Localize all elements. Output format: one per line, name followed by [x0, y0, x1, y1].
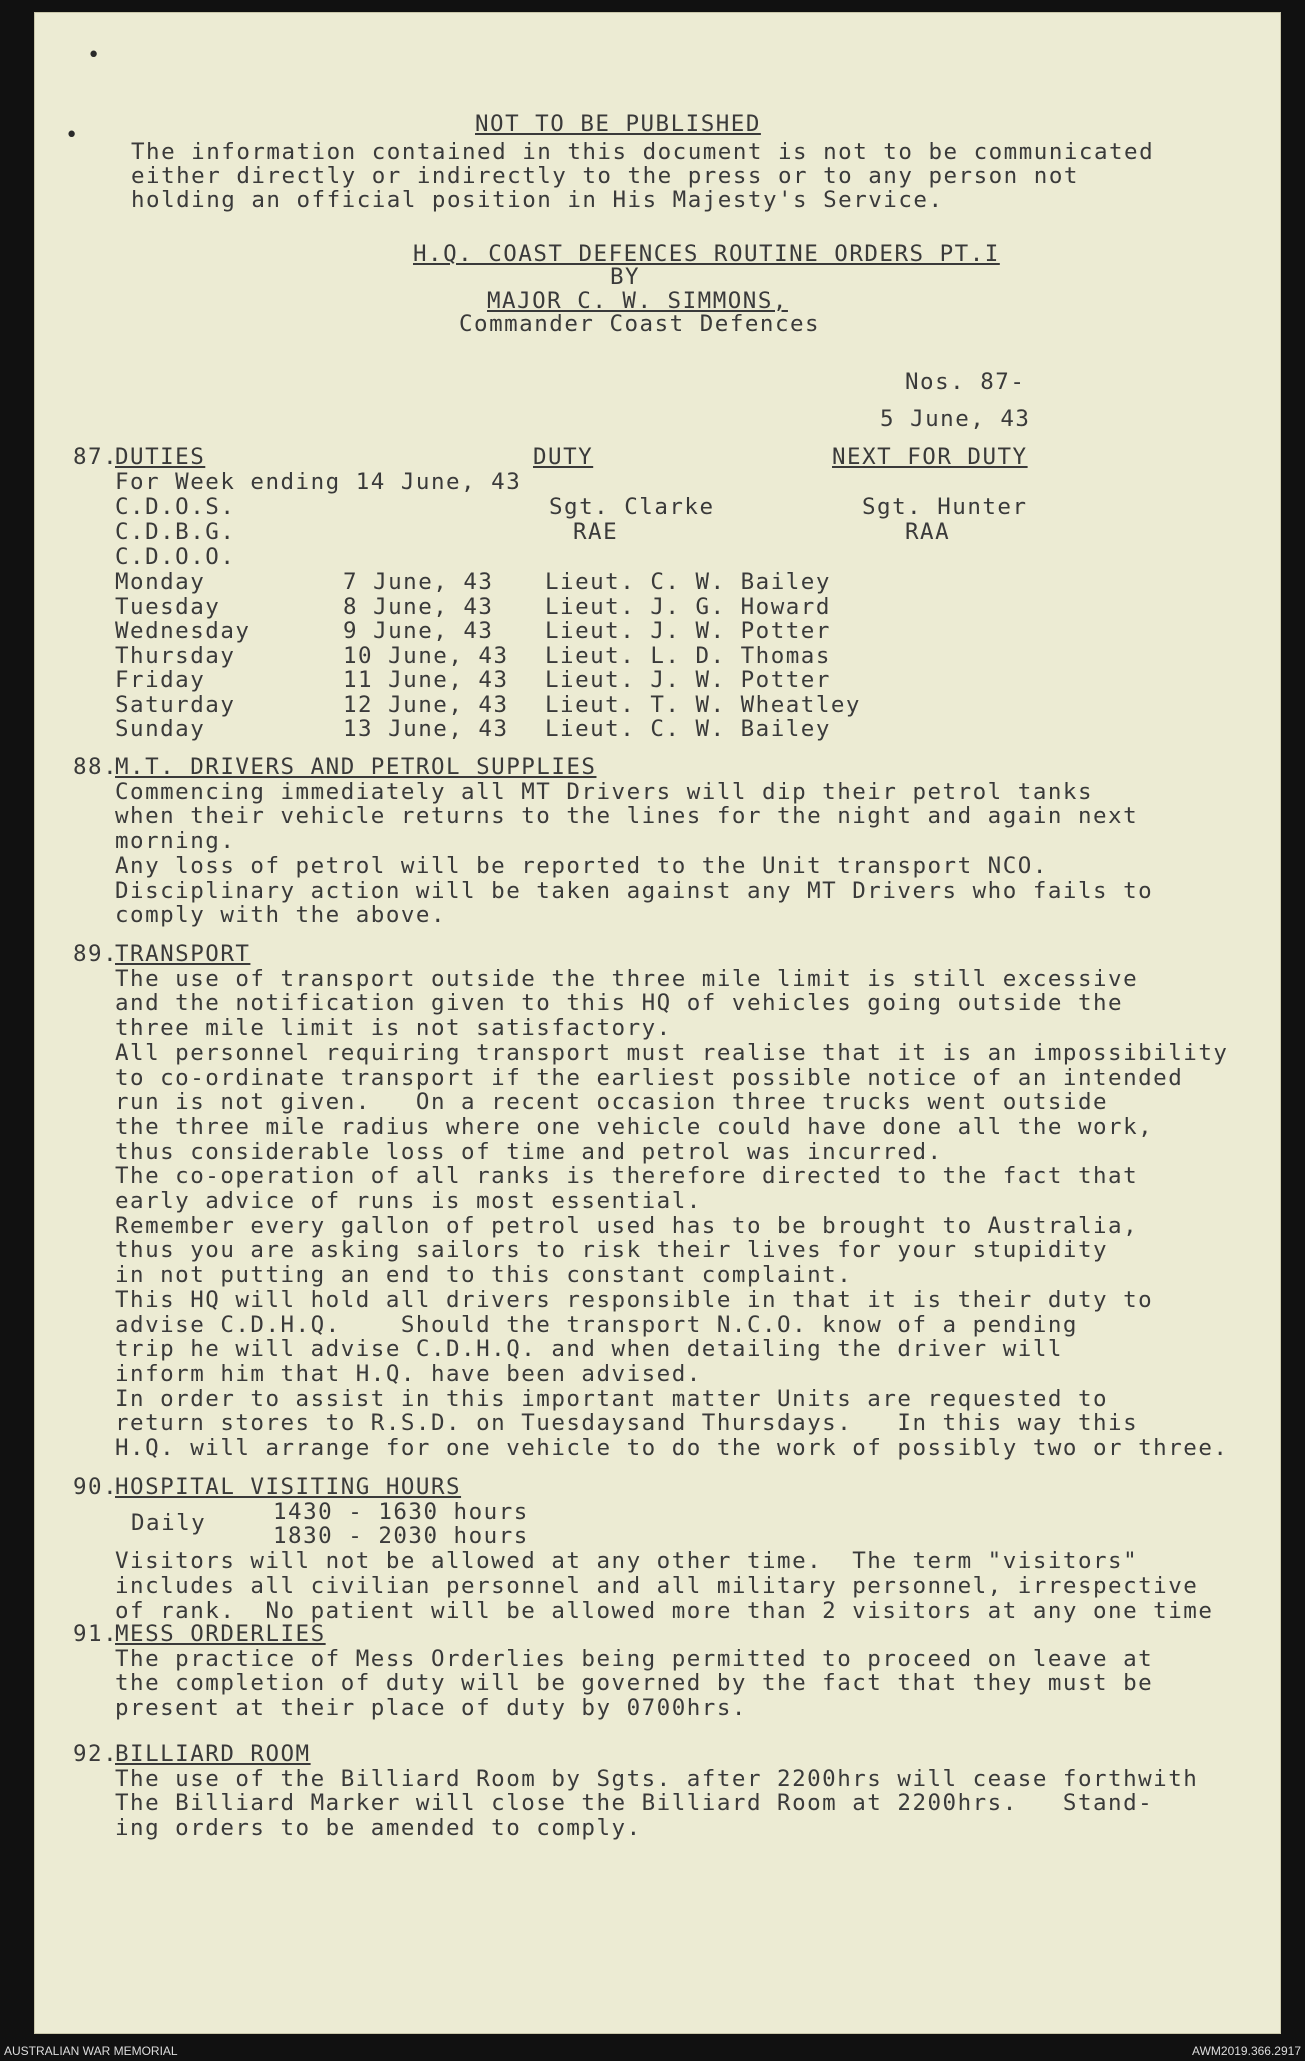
week-ending: For Week ending 14 June, 43 — [115, 469, 522, 495]
duty-person: Sgt. Clarke — [549, 494, 715, 520]
author-title: Commander Coast Defences — [459, 311, 821, 337]
next-duty-person: Sgt. Hunter — [862, 494, 1028, 520]
roster-officer: Lieut. J. W. Potter — [545, 618, 831, 644]
by-label: BY — [610, 264, 641, 290]
visiting-hours: 1430 - 1630 hours — [273, 1498, 529, 1525]
visiting-daily-label: Daily — [131, 1509, 207, 1536]
section-line: thus you are asking sailors to risk their lives for your stupidity — [115, 1237, 1109, 1264]
warning-line: holding an official position in His Majesty's Service. — [131, 187, 944, 213]
duty-role: C.D.O.S. — [115, 494, 236, 520]
section-number: 87. — [73, 444, 119, 470]
section-heading: BILLIARD ROOM — [115, 1741, 311, 1767]
roster-officer: Lieut. T. W. Wheatley — [545, 691, 861, 718]
section-line: present at their place of duty by 0700hrs. — [115, 1695, 747, 1722]
section-number: 88. — [73, 754, 119, 780]
section-line: comply with the above. — [115, 902, 447, 929]
next-duty-unit: RAA — [905, 519, 951, 545]
section-line: and the notification given to this HQ of vehicles going outside the — [115, 990, 1124, 1017]
roster-date: 12 June, 43 — [343, 691, 509, 718]
section-line: Commencing immediately all MT Drivers will dip their petrol tanks — [115, 778, 1093, 805]
section-line: Remember every gallon of petrol used has to be brought to Australia, — [115, 1212, 1139, 1239]
section-line: All personnel requiring transport must realise that it is an impossibility — [115, 1039, 1229, 1066]
section-heading: HOSPITAL VISITING HOURS — [115, 1474, 462, 1500]
section-line: This HQ will hold all drivers responsible in that it is their duty to — [115, 1286, 1154, 1313]
roster-officer: Lieut. C. W. Bailey — [545, 569, 831, 595]
roster-officer: Lieut. J. G. Howard — [545, 593, 831, 620]
section-line: in not putting an end to this constant complaint. — [115, 1262, 853, 1289]
section-line: Any loss of petrol will be reported to the Unit transport NCO. — [115, 852, 1048, 879]
section-line: early advice of runs is most essential. — [115, 1188, 702, 1214]
roster-date: 13 June, 43 — [343, 716, 509, 742]
footer-institution: AUSTRALIAN WAR MEMORIAL — [4, 2044, 178, 2058]
section-heading: DUTIES — [115, 444, 206, 470]
order-date: 5 June, 43 — [880, 406, 1031, 432]
roster-day: Tuesday — [115, 593, 221, 620]
document-title: H.Q. COAST DEFENCES ROUTINE ORDERS PT.I — [413, 241, 1000, 267]
section-number: 90. — [73, 1474, 119, 1500]
roster-day: Friday — [115, 667, 206, 693]
section-line: the completion of duty will be governed by the fact that they must be — [115, 1670, 1154, 1697]
section-heading: MESS ORDERLIES — [115, 1621, 326, 1647]
roster-date: 8 June, 43 — [343, 593, 494, 620]
not-to-be-published: NOT TO BE PUBLISHED — [475, 111, 761, 137]
footer-reference: AWM2019.366.2917 — [1192, 2044, 1301, 2058]
section-line: ing orders to be amended to comply. — [115, 1815, 642, 1842]
warning-line: either directly or indirectly to the press or to any person not — [131, 163, 1079, 189]
punch-mark: • — [87, 43, 101, 68]
duty-unit: RAE — [573, 519, 619, 545]
roster-officer: Lieut. L. D. Thomas — [545, 642, 831, 669]
section-line: thus considerable loss of time and petrol was incurred. — [115, 1138, 943, 1165]
section-line: run is not given. On a recent occasion three trucks went outside — [115, 1089, 1109, 1116]
next-duty-column-header: NEXT FOR DUTY — [832, 444, 1028, 470]
section-line: Disciplinary action will be taken against any MT Drivers who fails to — [115, 877, 1154, 904]
section-line: when their vehicle returns to the lines for the night and again next — [115, 803, 1139, 830]
section-line: In order to assist in this important matter Units are requested to — [115, 1385, 1109, 1412]
roster-date: 11 June, 43 — [343, 667, 509, 693]
roster-day: Saturday — [115, 691, 236, 718]
roster-officer: Lieut. J. W. Potter — [545, 667, 831, 693]
section-line: to co-ordinate transport if the earliest possible notice of an intended — [115, 1064, 1184, 1091]
section-line: trip he will advise C.D.H.Q. and when detailing the driver will — [115, 1336, 1063, 1363]
section-line: Visitors will not be allowed at any other time. The term "visitors" — [115, 1548, 1139, 1575]
document-page — [34, 12, 1281, 2034]
section-line: The practice of Mess Orderlies being permitted to proceed on leave at — [115, 1645, 1154, 1672]
section-line: the three mile radius where one vehicle could have done all the work, — [115, 1113, 1154, 1140]
section-line: advise C.D.H.Q. Should the transport N.C.O. know of a pending — [115, 1311, 1078, 1338]
roster-day: Sunday — [115, 716, 206, 742]
section-line: includes all civilian personnel and all military personnel, irrespective — [115, 1572, 1199, 1599]
author-name: MAJOR C. W. SIMMONS, — [487, 288, 788, 314]
roster-day: Monday — [115, 569, 206, 595]
section-number: 91. — [73, 1621, 119, 1647]
visiting-hours: 1830 - 2030 hours — [273, 1523, 529, 1550]
section-line: morning. — [115, 828, 236, 855]
section-number: 89. — [73, 941, 119, 967]
punch-mark: • — [65, 123, 79, 148]
section-heading: TRANSPORT — [115, 941, 251, 967]
duty-role: C.D.B.G. — [115, 519, 236, 545]
roster-officer: Lieut. C. W. Bailey — [545, 716, 831, 742]
section-number: 92. — [73, 1741, 119, 1767]
section-heading: M.T. DRIVERS AND PETROL SUPPLIES — [115, 754, 597, 780]
roster-date: 7 June, 43 — [343, 569, 494, 595]
section-line: The co-operation of all ranks is therefore directed to the fact that — [115, 1163, 1139, 1190]
duty-role: C.D.O.O. — [115, 544, 236, 570]
warning-line: The information contained in this document is not to be communicated — [131, 139, 1155, 165]
section-line: H.Q. will arrange for one vehicle to do the work of possibly two or three. — [115, 1435, 1229, 1461]
section-line: of rank. No patient will be allowed more than 2 visitors at any one time — [115, 1597, 1214, 1624]
roster-day: Wednesday — [115, 618, 251, 644]
section-line: The use of the Billiard Room by Sgts. after 2200hrs will cease forthwith — [115, 1765, 1199, 1792]
order-numbers: Nos. 87- — [905, 369, 1026, 395]
section-line: The use of transport outside the three mile limit is still excessive — [115, 965, 1139, 992]
section-line: inform him that H.Q. have been advised. — [115, 1360, 702, 1387]
roster-date: 10 June, 43 — [343, 642, 509, 669]
roster-date: 9 June, 43 — [343, 618, 494, 644]
section-line: three mile limit is not satisfactory. — [115, 1015, 672, 1042]
section-line: return stores to R.S.D. on Tuesdaysand Thursdays. In this way this — [115, 1410, 1139, 1437]
section-line: The Billiard Marker will close the Billiard Room at 2200hrs. Stand- — [115, 1790, 1154, 1817]
roster-day: Thursday — [115, 642, 236, 669]
duty-column-header: DUTY — [533, 444, 594, 470]
